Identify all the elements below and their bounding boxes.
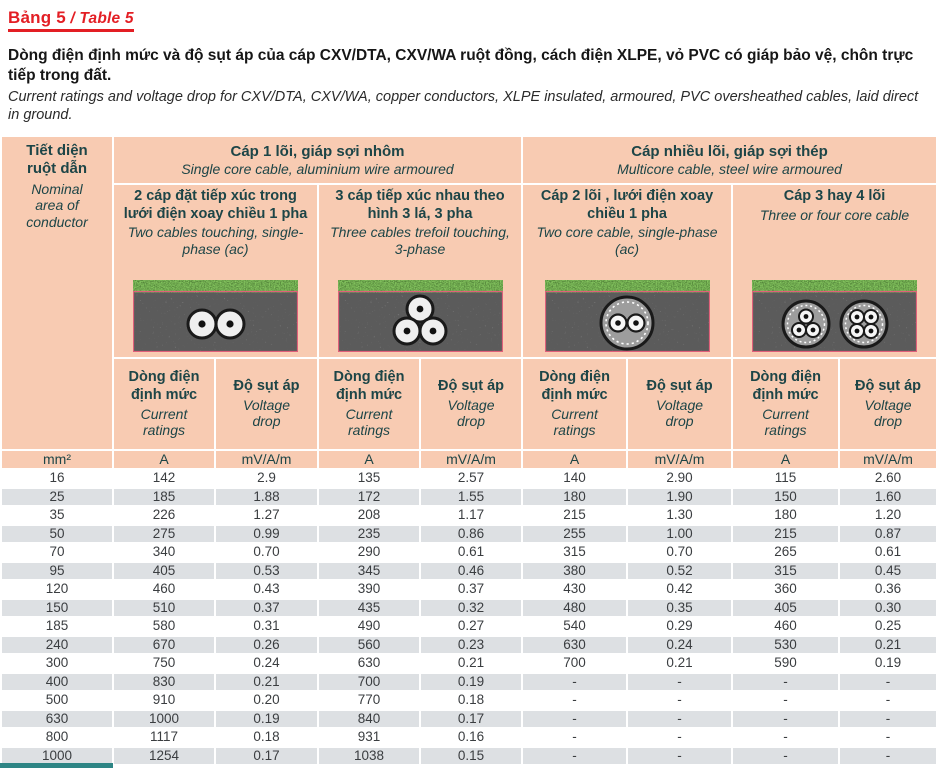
data-cell: 1.30: [628, 507, 731, 524]
data-cell: 1.00: [628, 526, 731, 543]
data-cell: 630: [523, 637, 626, 654]
data-cell: 0.19: [840, 655, 936, 672]
group-header-vn: Cáp nhiều lõi, giáp sợi thép: [631, 142, 828, 160]
data-cell: -: [628, 711, 731, 728]
measure-vn: Độ sụt áp: [437, 378, 505, 395]
data-cell: 1000: [2, 748, 112, 765]
data-cell: 1.90: [628, 489, 731, 506]
data-cell: 0.17: [216, 748, 317, 765]
three-cables-trefoil-image: [319, 280, 521, 352]
data-cell: 510: [114, 600, 214, 617]
unit-cell: mV/A/m: [628, 451, 731, 468]
table-row: [2, 581, 936, 598]
measure-en: Current ratings: [551, 405, 598, 439]
data-cell: 0.15: [421, 748, 521, 765]
table-row: [2, 692, 936, 709]
subgroup-label-en: Three cables trefoil touching, 3-phase: [330, 224, 510, 257]
data-cell: 142: [114, 470, 214, 487]
data-cell: 700: [523, 655, 626, 672]
data-cell: 315: [523, 544, 626, 561]
data-cell: 0.61: [840, 544, 936, 561]
data-cell: 0.53: [216, 563, 317, 580]
group-header-vn: Cáp 1 lõi, giáp sợi nhôm: [230, 142, 405, 160]
data-cell: 0.37: [421, 581, 521, 598]
corner-header-vn: Tiết diện ruột dẫn: [26, 142, 88, 178]
data-cell: 150: [733, 489, 838, 506]
data-cell: 405: [733, 600, 838, 617]
data-cell: 1117: [114, 729, 214, 746]
data-cell: 380: [523, 563, 626, 580]
data-cell: 0.21: [421, 655, 521, 672]
subgroup-label-en: Three or four core cable: [759, 206, 910, 223]
table-row: [2, 600, 936, 617]
data-cell: 830: [114, 674, 214, 691]
data-cell: 0.17: [421, 711, 521, 728]
data-cell: 430: [523, 581, 626, 598]
ratings-table: [0, 135, 938, 766]
data-cell: 1.27: [216, 507, 317, 524]
data-cell: 931: [319, 729, 419, 746]
data-cell: 345: [319, 563, 419, 580]
table-row: [2, 544, 936, 561]
data-cell: 1.88: [216, 489, 317, 506]
data-cell: 580: [114, 618, 214, 635]
measure-en: Voltage drop: [656, 396, 704, 430]
data-cell: 490: [319, 618, 419, 635]
two-cables-touching-image: [114, 280, 317, 352]
voltage-drop-header: [628, 359, 731, 449]
voltage-drop-header: [840, 359, 936, 449]
data-cell: 590: [733, 655, 838, 672]
measure-vn: Dòng điện định mức: [750, 369, 821, 403]
data-cell: 0.31: [216, 618, 317, 635]
data-cell: 750: [114, 655, 214, 672]
data-cell: 120: [2, 581, 112, 598]
data-cell: 630: [2, 711, 112, 728]
title-en: Table 5: [79, 10, 134, 27]
data-cell: 0.18: [421, 692, 521, 709]
data-cell: 215: [523, 507, 626, 524]
data-cell: 1254: [114, 748, 214, 765]
data-cell: 50: [2, 526, 112, 543]
data-cell: 0.86: [421, 526, 521, 543]
data-cell: 1038: [319, 748, 419, 765]
data-cell: 0.24: [628, 637, 731, 654]
measure-vn: Độ sụt áp: [233, 378, 300, 395]
data-cell: 0.21: [216, 674, 317, 691]
current-ratings-header: [523, 359, 626, 449]
title-separator: /: [65, 10, 80, 27]
data-cell: 16: [2, 470, 112, 487]
measure-vn: Dòng điện định mức: [128, 369, 200, 403]
measure-vn: Độ sụt áp: [854, 378, 922, 395]
data-cell: 185: [2, 618, 112, 635]
data-cell: 405: [114, 563, 214, 580]
data-cell: 0.99: [216, 526, 317, 543]
data-cell: 0.24: [216, 655, 317, 672]
group-header-en: Multicore cable, steel wire armoured: [617, 160, 842, 177]
data-cell: 400: [2, 674, 112, 691]
measure-vn: Độ sụt áp: [646, 378, 713, 395]
unit-cell: A: [319, 451, 419, 468]
data-cell: -: [840, 729, 936, 746]
three-or-four-core-cable-image: [733, 280, 936, 352]
data-cell: 240: [2, 637, 112, 654]
table-row: [2, 711, 936, 728]
table-row: [2, 729, 936, 746]
corner-header-en: Nominal area of conductor: [26, 180, 88, 230]
data-cell: -: [840, 692, 936, 709]
unit-cell: mV/A/m: [421, 451, 521, 468]
data-cell: -: [733, 674, 838, 691]
data-cell: 0.37: [216, 600, 317, 617]
data-cell: -: [733, 711, 838, 728]
data-cell: 360: [733, 581, 838, 598]
data-cell: -: [733, 692, 838, 709]
data-cell: 265: [733, 544, 838, 561]
measure-header-row: [2, 359, 936, 449]
data-cell: 0.21: [840, 637, 936, 654]
data-cell: 0.43: [216, 581, 317, 598]
data-cell: 630: [319, 655, 419, 672]
data-cell: 95: [2, 563, 112, 580]
subgroup-label-vn: 3 cáp tiếp xúc nhau theo hình 3 lá, 3 pha: [335, 188, 505, 222]
group-header-multicore: [523, 137, 936, 183]
data-cell: 0.32: [421, 600, 521, 617]
data-cell: -: [628, 729, 731, 746]
footer-accent-bar: [0, 763, 113, 768]
table-row: [2, 563, 936, 580]
data-cell: 0.27: [421, 618, 521, 635]
table-row: [2, 489, 936, 506]
data-cell: 0.70: [628, 544, 731, 561]
data-cell: 2.90: [628, 470, 731, 487]
data-cell: 35: [2, 507, 112, 524]
data-cell: 0.16: [421, 729, 521, 746]
table-row: [2, 526, 936, 543]
data-cell: 25: [2, 489, 112, 506]
data-cell: 840: [319, 711, 419, 728]
data-cell: 540: [523, 618, 626, 635]
table-row: [2, 655, 936, 672]
data-cell: 530: [733, 637, 838, 654]
data-cell: 0.30: [840, 600, 936, 617]
subgroup-three-four-core: [733, 185, 936, 357]
data-cell: 0.46: [421, 563, 521, 580]
subgroup-two-cables-touching: [114, 185, 317, 357]
data-cell: 0.35: [628, 600, 731, 617]
table-row: [2, 637, 936, 654]
data-cell: 1000: [114, 711, 214, 728]
data-cell: 0.87: [840, 526, 936, 543]
data-cell: 315: [733, 563, 838, 580]
subgroup-label-en: Two cables touching, single-phase (ac): [127, 224, 304, 257]
data-cell: -: [840, 674, 936, 691]
data-cell: 255: [523, 526, 626, 543]
data-cell: 215: [733, 526, 838, 543]
data-cell: 0.19: [216, 711, 317, 728]
voltage-drop-header: [421, 359, 521, 449]
data-cell: 226: [114, 507, 214, 524]
data-cell: 340: [114, 544, 214, 561]
data-cell: 208: [319, 507, 419, 524]
table-row: [2, 470, 936, 487]
data-cell: 0.20: [216, 692, 317, 709]
data-cell: 1.55: [421, 489, 521, 506]
unit-cell: mm²: [2, 451, 112, 468]
data-cell: 700: [319, 674, 419, 691]
data-rows: [2, 470, 936, 764]
data-cell: 0.29: [628, 618, 731, 635]
data-cell: 235: [319, 526, 419, 543]
current-ratings-header: [319, 359, 419, 449]
data-cell: 480: [523, 600, 626, 617]
data-cell: 0.26: [216, 637, 317, 654]
data-cell: -: [628, 674, 731, 691]
data-cell: 115: [733, 470, 838, 487]
data-cell: 1.20: [840, 507, 936, 524]
group-header-en: Single core cable, aluminium wire armoured: [181, 160, 454, 177]
data-cell: 140: [523, 470, 626, 487]
subgroup-two-core-cable: [523, 185, 731, 357]
measure-en: Current ratings: [140, 405, 188, 439]
description-vn: Dòng điện định mức và độ sụt áp của cáp CXV/DTA, CXV/WA ruột đồng, cách điện XLPE, vỏ PVC có giáp bảo vệ, chôn trực tiếp trong đất.: [8, 47, 914, 85]
description-en: Current ratings and voltage drop for CXV/DTA, CXV/WA, copper conductors, XLPE insulated, armoured, PVC oversheathed cables, laid direct in ground.: [8, 88, 919, 124]
subgroup-label-en: Two core cable, single-phase (ac): [536, 224, 718, 257]
table-row: [2, 674, 936, 691]
data-cell: -: [523, 692, 626, 709]
data-cell: 0.36: [840, 581, 936, 598]
data-cell: 1.17: [421, 507, 521, 524]
unit-cell: mV/A/m: [840, 451, 936, 468]
data-cell: 460: [114, 581, 214, 598]
measure-vn: Dòng điện định mức: [539, 369, 610, 403]
data-cell: -: [628, 692, 731, 709]
data-cell: 0.21: [628, 655, 731, 672]
data-cell: 560: [319, 637, 419, 654]
data-cell: 770: [319, 692, 419, 709]
data-cell: -: [523, 711, 626, 728]
data-cell: -: [733, 748, 838, 765]
unit-cell: A: [733, 451, 838, 468]
data-cell: 0.18: [216, 729, 317, 746]
voltage-drop-header: [216, 359, 317, 449]
page-title: [8, 8, 134, 32]
data-cell: 0.61: [421, 544, 521, 561]
subgroup-label-vn: Cáp 3 hay 4 lõi: [783, 188, 886, 204]
table-row: [2, 618, 936, 635]
data-cell: 290: [319, 544, 419, 561]
measure-vn: Dòng điện định mức: [333, 369, 405, 403]
data-cell: 150: [2, 600, 112, 617]
group-header-single-core: [114, 137, 521, 183]
data-cell: 172: [319, 489, 419, 506]
data-cell: 0.23: [421, 637, 521, 654]
data-cell: 2.9: [216, 470, 317, 487]
data-cell: -: [523, 748, 626, 765]
data-cell: 390: [319, 581, 419, 598]
units-row: [2, 451, 936, 468]
data-cell: 435: [319, 600, 419, 617]
table-row: [2, 507, 936, 524]
data-cell: 2.60: [840, 470, 936, 487]
data-cell: -: [628, 748, 731, 765]
measure-en: Current ratings: [345, 405, 393, 439]
data-cell: 0.45: [840, 563, 936, 580]
data-cell: 185: [114, 489, 214, 506]
data-cell: 500: [2, 692, 112, 709]
unit-cell: mV/A/m: [216, 451, 317, 468]
title-vn: Bảng 5: [8, 8, 66, 27]
data-cell: 0.42: [628, 581, 731, 598]
unit-cell: A: [523, 451, 626, 468]
subgroup-label-vn: 2 cáp đặt tiếp xúc trong lưới điện xoay chiều 1 pha: [123, 188, 308, 222]
data-cell: 0.52: [628, 563, 731, 580]
corner-header: [2, 137, 112, 449]
measure-en: Current ratings: [762, 405, 809, 439]
data-cell: 180: [733, 507, 838, 524]
data-cell: -: [840, 711, 936, 728]
data-cell: 1.60: [840, 489, 936, 506]
data-cell: 460: [733, 618, 838, 635]
data-cell: 70: [2, 544, 112, 561]
data-cell: -: [523, 729, 626, 746]
measure-en: Voltage drop: [864, 396, 912, 430]
data-cell: 180: [523, 489, 626, 506]
measure-en: Voltage drop: [243, 396, 290, 430]
measure-en: Voltage drop: [447, 396, 495, 430]
data-cell: -: [523, 674, 626, 691]
current-ratings-header: [733, 359, 838, 449]
data-cell: 0.19: [421, 674, 521, 691]
two-core-cable-image: [523, 280, 731, 352]
data-cell: 0.70: [216, 544, 317, 561]
table-row: [2, 748, 936, 765]
data-cell: 670: [114, 637, 214, 654]
unit-cell: A: [114, 451, 214, 468]
subgroup-label-vn: Cáp 2 lõi , lưới điện xoay chiều 1 pha: [540, 188, 714, 222]
table-description: [8, 46, 930, 125]
data-cell: -: [840, 748, 936, 765]
current-ratings-header: [114, 359, 214, 449]
data-cell: 135: [319, 470, 419, 487]
data-cell: 800: [2, 729, 112, 746]
data-cell: 275: [114, 526, 214, 543]
data-cell: 300: [2, 655, 112, 672]
data-cell: 910: [114, 692, 214, 709]
data-cell: 0.25: [840, 618, 936, 635]
data-cell: 2.57: [421, 470, 521, 487]
data-cell: -: [733, 729, 838, 746]
subgroup-three-cables-trefoil: [319, 185, 521, 357]
